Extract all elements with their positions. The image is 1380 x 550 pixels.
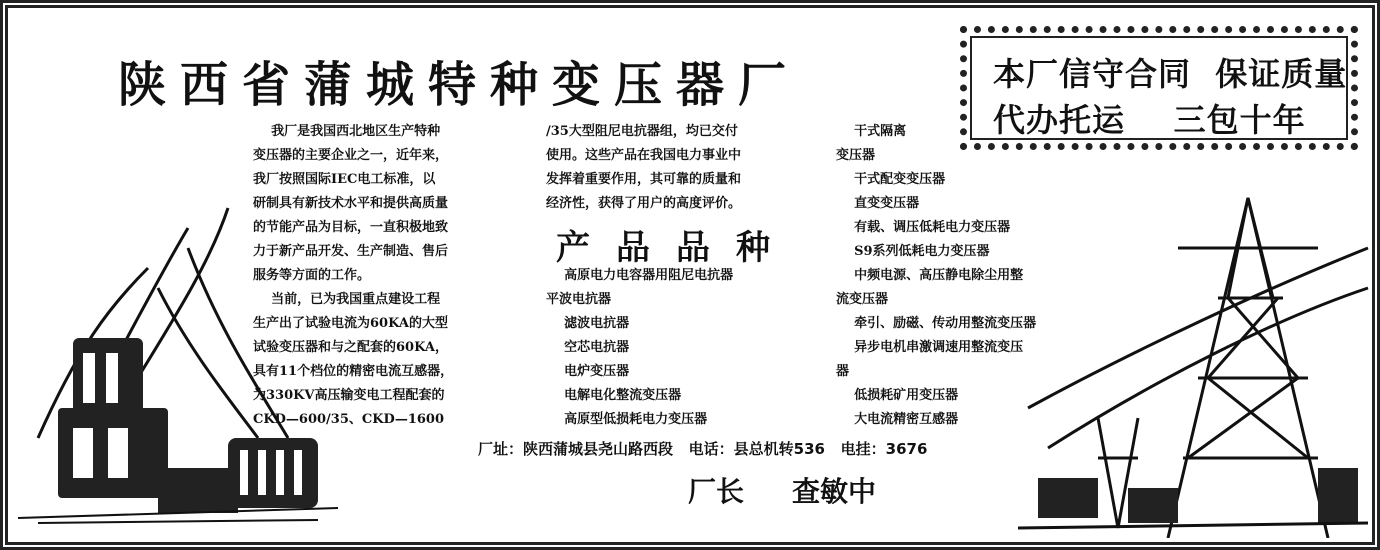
- factory-address: 厂址：陕西蒲城县尧山路西段 电话：县总机转536 电挂：3676: [478, 440, 928, 458]
- intro-line: 的节能产品为目标，一直积极地致: [253, 220, 449, 235]
- intro-line: 当前，已为我国重点建设工程: [253, 292, 441, 307]
- intro-line: 生产出了试验电流为60KA的大型: [253, 316, 448, 331]
- product-item: S9系列低耗电力变压器: [836, 244, 990, 259]
- intro-line: 我厂按照国际IEC电工标准，以: [253, 172, 436, 187]
- intro-line: 经济性，获得了用户的高度评价。: [546, 196, 742, 211]
- product-item: 干式配变变压器: [836, 172, 946, 187]
- director-role: 厂长: [688, 475, 745, 508]
- product-item: 高原电力电容器用阻尼电抗器: [546, 268, 734, 283]
- product-item: 电炉变压器: [546, 364, 630, 379]
- intro-line: 变压器的主要企业之一，近年来，: [253, 148, 449, 163]
- product-item: 高原型低损耗电力变压器: [546, 412, 708, 427]
- factory-director: [688, 470, 876, 510]
- intro-line: 服务等方面的工作。: [253, 268, 371, 283]
- slogan-line-2: 代办托运 三包十年: [993, 101, 1306, 139]
- products-column-1: [546, 264, 733, 432]
- factory-title: 陕西省蒲城特种变压器厂: [118, 57, 801, 113]
- product-item: 滤波电抗器: [546, 316, 630, 331]
- product-item: 流变压器: [836, 292, 889, 307]
- product-item: 中频电源、高压静电除尘用整: [836, 268, 1024, 283]
- product-item: 有载、调压低耗电力变压器: [836, 220, 1011, 235]
- product-item: 异步电机串激调速用整流变压: [836, 340, 1024, 355]
- transformer-illustration: [18, 188, 348, 538]
- intro-line: 力于新产品开发、生产制造、售后: [253, 244, 449, 259]
- product-item: 牵引、励磁、传动用整流变压器: [836, 316, 1037, 331]
- intro-column-2: [546, 120, 836, 216]
- director-name: 查敏中: [792, 475, 877, 508]
- product-item: 大电流精密互感器: [836, 412, 959, 427]
- products-heading: 产品品种: [556, 228, 796, 268]
- intro-line: 我厂是我国西北地区生产特种: [253, 124, 441, 139]
- product-item: 干式隔离: [836, 124, 907, 139]
- intro-line: 发挥着重要作用，其可靠的质量和: [546, 172, 742, 187]
- product-item: 直变变压器: [836, 196, 920, 211]
- intro-line: 具有11个档位的精密电流互感器，: [253, 364, 454, 379]
- intro-line: 为330KV高压输变电工程配套的: [253, 388, 445, 403]
- product-item: 电解电化整流变压器: [546, 388, 682, 403]
- intro-line: 试验变压器和与之配套的60KA，: [253, 340, 448, 355]
- slogan-line-1: 本厂信守合同 保证质量: [993, 55, 1348, 93]
- product-item: 变压器: [836, 148, 876, 163]
- intro-line: /35大型阻尼电抗器组，均已交付: [546, 124, 738, 139]
- transmission-tower-illustration: [1018, 158, 1373, 538]
- intro-line: 使用。这些产品在我国电力事业中: [546, 148, 742, 163]
- product-item: 空芯电抗器: [546, 340, 630, 355]
- product-item: 器: [836, 364, 850, 379]
- product-item: 低损耗矿用变压器: [836, 388, 959, 403]
- product-item: 平波电抗器: [546, 292, 612, 307]
- intro-line: CKD—600/35、CKD—1600: [253, 412, 444, 427]
- intro-line: 研制具有新技术水平和提供高质量: [253, 196, 449, 211]
